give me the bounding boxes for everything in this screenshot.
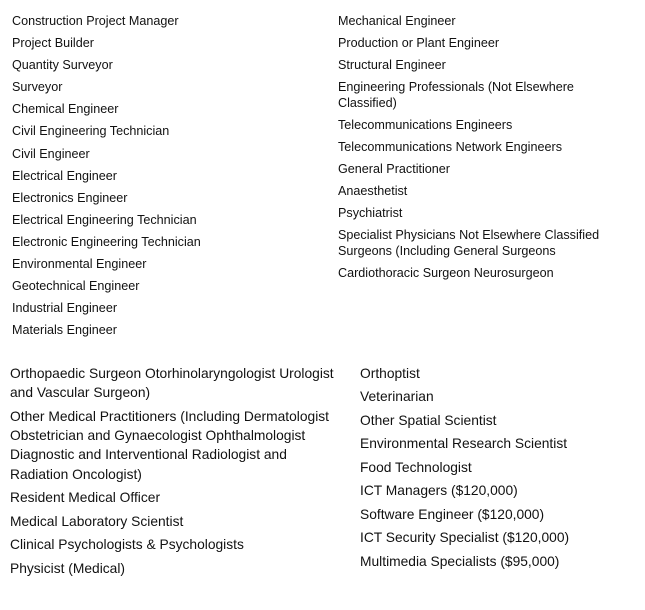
list-item: Psychiatrist (338, 206, 403, 221)
list-item: Physicist (Medical) (10, 560, 125, 576)
list-item: Materials Engineer (12, 323, 117, 338)
list-item: Medical Laboratory Scientist (10, 513, 184, 529)
list-item: Software Engineer ($120,000) (360, 506, 545, 522)
occupation-list-top-right (338, 14, 633, 288)
list-item: Other Medical Practitioners (Including Dermatologist Obstetrician and Gynaecologist Ophthalmologist Diagnostic and Interventional Radiologist and Radiation Oncologist) (10, 408, 329, 482)
list-item: Orthopaedic Surgeon Otorhinolaryngologist Urologist and Vascular Surgeon) (10, 366, 334, 401)
list-item: Anaesthetist (338, 184, 408, 199)
list-item: Geotechnical Engineer (12, 279, 140, 294)
list-item: ICT Managers ($120,000) (360, 483, 518, 499)
list-item: Telecommunications Network Engineers (338, 139, 562, 154)
list-item: Electrical Engineering Technician (12, 212, 197, 227)
occupation-list-top-left (12, 14, 312, 345)
list-item: Cardiothoracic Surgeon Neurosurgeon (338, 265, 554, 280)
occupation-list-bottom-right (360, 364, 640, 575)
list-item: Engineering Professionals (Not Elsewhere Classified) (338, 80, 574, 110)
occupation-list-bottom-left (10, 364, 340, 582)
list-item: Structural Engineer (338, 58, 446, 73)
list-item: Industrial Engineer (12, 301, 118, 316)
list-item: Construction Project Manager (12, 14, 179, 28)
list-item: ICT Security Specialist ($120,000) (360, 530, 570, 546)
list-item: Telecommunications Engineers (338, 117, 513, 132)
list-item: Environmental Research Scientist (360, 436, 568, 452)
list-item: Multimedia Specialists ($95,000) (360, 553, 560, 569)
list-item: Environmental Engineer (12, 257, 147, 272)
list-item: Electronic Engineering Technician (12, 234, 201, 249)
list-item: Specialist Physicians Not Elsewhere Classified Surgeons (Including General Surgeons (338, 228, 600, 258)
list-item: Electrical Engineer (12, 168, 117, 183)
list-item: Civil Engineer (12, 146, 90, 161)
list-item: General Practitioner (338, 162, 450, 177)
list-item: Clinical Psychologists & Psychologists (10, 537, 244, 553)
list-item: Production or Plant Engineer (338, 36, 500, 51)
list-item: Mechanical Engineer (338, 14, 456, 28)
list-item: Food Technologist (360, 459, 472, 475)
list-item: Chemical Engineer (12, 102, 119, 117)
list-item: Project Builder (12, 36, 94, 51)
list-item: Orthoptist (360, 366, 420, 381)
list-item: Civil Engineering Technician (12, 124, 170, 139)
list-item: Quantity Surveyor (12, 58, 113, 73)
list-item: Electronics Engineer (12, 190, 128, 205)
list-item: Other Spatial Scientist (360, 412, 497, 428)
list-item: Surveyor (12, 80, 63, 95)
list-item: Veterinarian (360, 389, 434, 405)
list-item: Resident Medical Officer (10, 490, 161, 506)
